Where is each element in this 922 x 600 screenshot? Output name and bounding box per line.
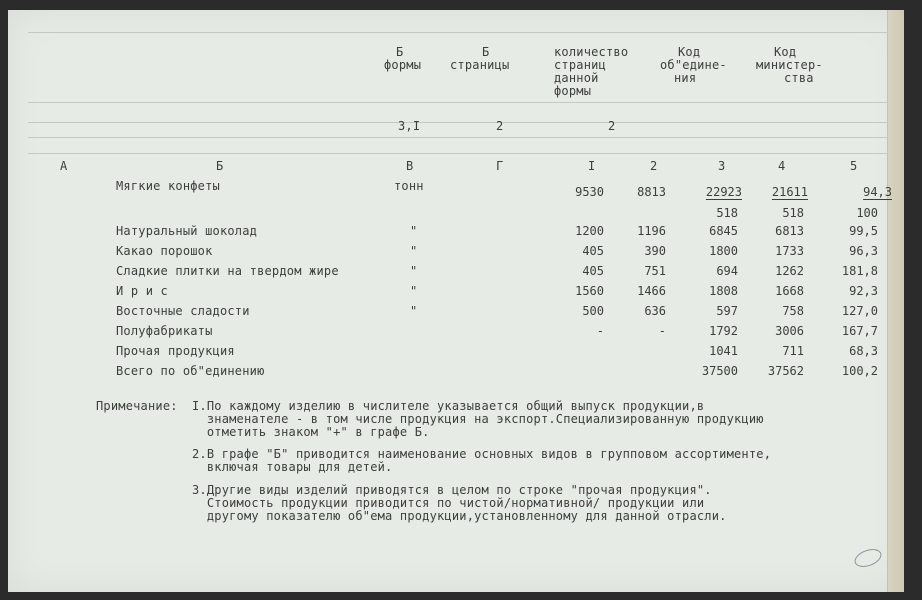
document-page — [8, 10, 904, 592]
header-col-form-line: Б — [396, 45, 404, 59]
row-value-col1: 500 — [582, 304, 604, 318]
row-value-col5: 99,5 — [849, 224, 878, 238]
row-value-col5: 68,3 — [849, 344, 878, 358]
row-value-col2: 8813 — [637, 185, 666, 199]
row-value-col2: 1196 — [637, 224, 666, 238]
col-number-3: 3 — [718, 159, 726, 173]
row-value-col1: 9530 — [575, 185, 604, 199]
col-letter-b: Б — [216, 159, 224, 173]
row-unit: " — [410, 304, 418, 318]
row-value-col1: 405 — [582, 264, 604, 278]
row-value-col1: - — [596, 324, 604, 338]
form-number-value: 3,I — [398, 119, 421, 133]
note-line: другому показателю об"ема продукции,установленному для данной отрасли. — [192, 509, 727, 523]
row-value-col2: 390 — [644, 244, 666, 258]
ruling-line — [28, 137, 888, 138]
header-col-pages-count-line: формы — [554, 84, 592, 98]
col-number-4: 4 — [778, 159, 786, 173]
row-value-col3: 6845 — [709, 224, 738, 238]
row-name: Восточные сладости — [116, 304, 250, 318]
handwritten-mark — [852, 546, 884, 571]
row-value-col4: 21611 — [771, 185, 808, 199]
note-line: отметить знаком "+" в графе Б. — [192, 425, 430, 439]
row-value-col4: 1262 — [775, 264, 804, 278]
note-line: Стоимость продукции приводится по чистой/нормативной/ продукции или — [192, 496, 705, 510]
row-value-col5: 96,3 — [849, 244, 878, 258]
ruling-line — [28, 153, 888, 154]
header-col-page-line: страницы — [450, 58, 510, 72]
row-value-col4: 758 — [782, 304, 804, 318]
header-col-pages-count-line: страниц — [554, 58, 606, 72]
row-value-col5: 167,7 — [841, 324, 878, 338]
row-value-col4: 1733 — [775, 244, 804, 258]
row-value-col3: 1808 — [709, 284, 738, 298]
note-line: знаменателе - в том числе продукция на экспорт.Специализированную продукцию — [192, 412, 764, 426]
col-letter-g: Г — [496, 159, 504, 173]
row-unit: " — [410, 244, 418, 258]
row-value-col1: 1560 — [575, 284, 604, 298]
row-value-col3: 694 — [716, 264, 738, 278]
row-name: Полуфабрикаты — [116, 324, 213, 338]
row-value-col2: - — [658, 324, 666, 338]
notes-label: Примечание: — [96, 399, 178, 413]
note-line: 2.В графе "Б" приводится наименование основных видов в групповом ассортименте, — [192, 447, 772, 461]
header-col-form-line: формы — [384, 58, 422, 72]
header-col-page-line: Б — [482, 45, 490, 59]
header-col-pages-count-line: данной — [554, 71, 599, 85]
row-value-col3: 1800 — [709, 244, 738, 258]
row-name: Какао порошок — [116, 244, 213, 258]
header-col-association-code-line: Код — [678, 45, 701, 59]
header-col-pages-count-line: количество — [554, 45, 629, 59]
row-value-col5: 127,0 — [841, 304, 878, 318]
row-value-col3: 37500 — [701, 364, 738, 378]
col-letter-v: В — [406, 159, 414, 173]
row-unit: " — [410, 284, 418, 298]
col-number-5: 5 — [850, 159, 858, 173]
header-col-ministry-code-line: министер- — [756, 58, 823, 72]
pages-count-value: 2 — [608, 119, 616, 133]
row-export-col5: 100 — [856, 206, 878, 220]
ruling-line — [28, 32, 888, 33]
row-unit: тонн — [394, 179, 424, 193]
header-col-ministry-code-line: ства — [784, 71, 814, 85]
row-value-col5: 94,3 — [863, 185, 892, 199]
row-value-col3: 22923 — [705, 185, 742, 199]
row-value-col2: 636 — [644, 304, 666, 318]
row-value-col5: 181,8 — [841, 264, 878, 278]
row-name: Натуральный шоколад — [116, 224, 258, 238]
col-number-2: 2 — [650, 159, 658, 173]
row-name: Прочая продукция — [116, 344, 235, 358]
row-value-col1: 405 — [582, 244, 604, 258]
header-col-association-code-line: об"едине- — [660, 58, 727, 72]
row-value-col4: 1668 — [775, 284, 804, 298]
note-line: I.По каждому изделию в числителе указывается общий выпуск продукции,в — [192, 399, 705, 413]
row-value-col2: 751 — [644, 264, 666, 278]
row-unit: " — [410, 264, 418, 278]
note-line: 3.Другие виды изделий приводятся в целом по строке "прочая продукция". — [192, 483, 712, 497]
row-value-col3: 1792 — [709, 324, 738, 338]
col-number-1: I — [588, 159, 596, 173]
row-name: Всего по об"единению — [116, 364, 265, 378]
row-value-col3: 597 — [716, 304, 738, 318]
note-line: включая товары для детей. — [192, 460, 393, 474]
col-letter-a: А — [60, 159, 68, 173]
header-col-association-code-line: ния — [674, 71, 697, 85]
row-name: Мягкие конфеты — [116, 179, 220, 193]
page-binding-edge — [887, 10, 904, 592]
row-value-col3: 1041 — [709, 344, 738, 358]
header-col-ministry-code-line: Код — [774, 45, 797, 59]
ruling-line — [28, 102, 888, 103]
row-value-col4: 3006 — [775, 324, 804, 338]
row-unit: " — [410, 224, 418, 238]
page-number-value: 2 — [496, 119, 504, 133]
row-name: Сладкие плитки на твердом жире — [116, 264, 339, 278]
row-export-col4: 518 — [782, 206, 804, 220]
row-export-col3: 518 — [716, 206, 738, 220]
row-value-col2: 1466 — [637, 284, 666, 298]
row-value-col4: 6813 — [775, 224, 804, 238]
row-value-col4: 37562 — [767, 364, 804, 378]
row-name: И р и с — [116, 284, 168, 298]
ruling-line — [28, 122, 888, 123]
row-value-col1: 1200 — [575, 224, 604, 238]
row-value-col5: 92,3 — [849, 284, 878, 298]
row-value-col4: 711 — [782, 344, 804, 358]
row-value-col5: 100,2 — [841, 364, 878, 378]
